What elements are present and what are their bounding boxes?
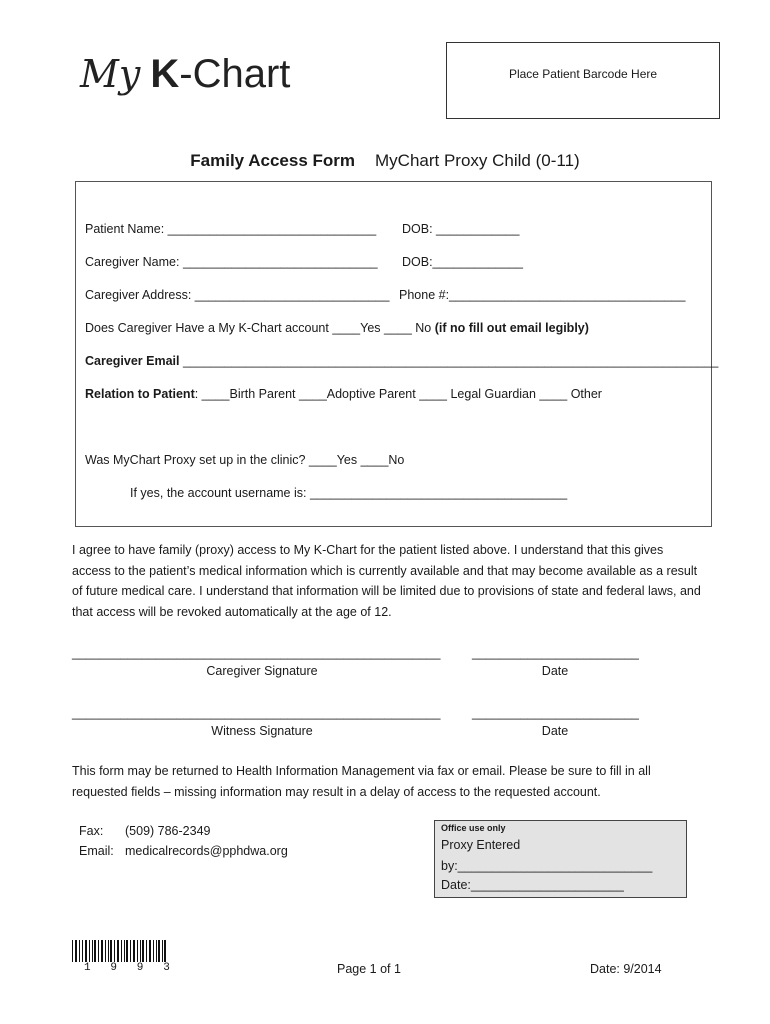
caregiver-date-label: Date <box>541 664 569 678</box>
patient-name-field[interactable]: Patient Name: ______________________________ <box>85 222 377 236</box>
caregiver-name-field[interactable]: Caregiver Name: ____________________________ <box>85 255 378 269</box>
caregiver-address-field[interactable]: Caregiver Address: ____________________________ <box>85 288 390 302</box>
logo-k: K <box>150 52 180 96</box>
caregiver-signature-line[interactable]: _____________________________________________________ <box>72 646 441 660</box>
office-use-box <box>434 820 687 898</box>
email-address[interactable]: medicalrecords@pphdwa.org <box>125 844 288 858</box>
form-revision-date: Date: 9/2014 <box>590 962 662 976</box>
barcode-number: 1 9 9 3 <box>84 962 170 974</box>
barcode-placeholder-text: Place Patient Barcode Here <box>508 67 658 81</box>
form-title-bold: Family Access Form <box>190 151 356 170</box>
form-title <box>0 151 770 171</box>
relation-label: Relation to Patient <box>85 387 195 401</box>
patient-barcode-box <box>446 42 720 119</box>
office-date-field[interactable]: Date:______________________ <box>441 878 624 892</box>
fax-label: Fax: <box>79 824 104 838</box>
mykchart-logo <box>80 52 290 102</box>
proxy-setup-question[interactable]: Was MyChart Proxy set up in the clinic? ____Yes ____No <box>85 453 405 467</box>
return-instructions: This form may be returned to Health Information Management via fax or email. Please be sure to fill in all requested fields – missing information may result in a delay of access to the requested account. <box>72 764 651 799</box>
relation-options: : ____Birth Parent ____Adoptive Parent ____ Legal Guardian ____ Other <box>194 387 602 401</box>
account-note: (if no fill out email legibly) <box>434 321 589 335</box>
fax-number: (509) 786-2349 <box>125 824 211 838</box>
office-entered-by-field[interactable]: by:____________________________ <box>441 859 653 873</box>
agreement-paragraph: I agree to have family (proxy) access to My K-Chart for the patient listed above. I understand that this gives access to the patient’s medical information which is currently available and that may become available as a result of future medical care. I understand that information will be limited due to provisions of state and federal laws, and that access will be revoked automatically at the age of 12. <box>72 543 701 619</box>
account-question[interactable] <box>85 321 589 335</box>
witness-date-label: Date <box>541 724 569 738</box>
patient-dob-field[interactable]: DOB: ____________ <box>402 222 520 236</box>
witness-signature-line[interactable]: _____________________________________________________ <box>72 706 441 720</box>
caregiver-date-line[interactable]: ________________________ <box>472 646 639 660</box>
caregiver-email-label: Caregiver Email <box>85 354 180 368</box>
logo-my: My <box>80 52 141 96</box>
caregiver-signature-label: Caregiver Signature <box>206 664 318 678</box>
phone-field[interactable]: Phone #:__________________________________ <box>399 288 686 302</box>
office-proxy-entered: Proxy Entered <box>441 838 521 852</box>
witness-signature-label: Witness Signature <box>211 724 313 738</box>
witness-date-line[interactable]: ________________________ <box>472 706 639 720</box>
account-question-text: Does Caregiver Have a My K-Chart account ____Yes ____ No <box>85 321 435 335</box>
relation-field[interactable] <box>85 387 602 401</box>
caregiver-dob-field[interactable]: DOB:_____________ <box>402 255 523 269</box>
page-number: Page 1 of 1 <box>337 962 401 976</box>
caregiver-email-line: _____________________________________________________________________________ <box>179 354 719 368</box>
logo-chart: -Chart <box>179 52 291 96</box>
username-field[interactable]: If yes, the account username is: _____________________________________ <box>130 486 568 500</box>
email-label: Email: <box>79 844 114 858</box>
form-title-subtitle: MyChart Proxy Child (0-11) <box>375 151 580 170</box>
form-barcode <box>72 940 166 962</box>
caregiver-email-field[interactable] <box>85 354 718 368</box>
office-use-header: Office use only <box>441 823 506 833</box>
